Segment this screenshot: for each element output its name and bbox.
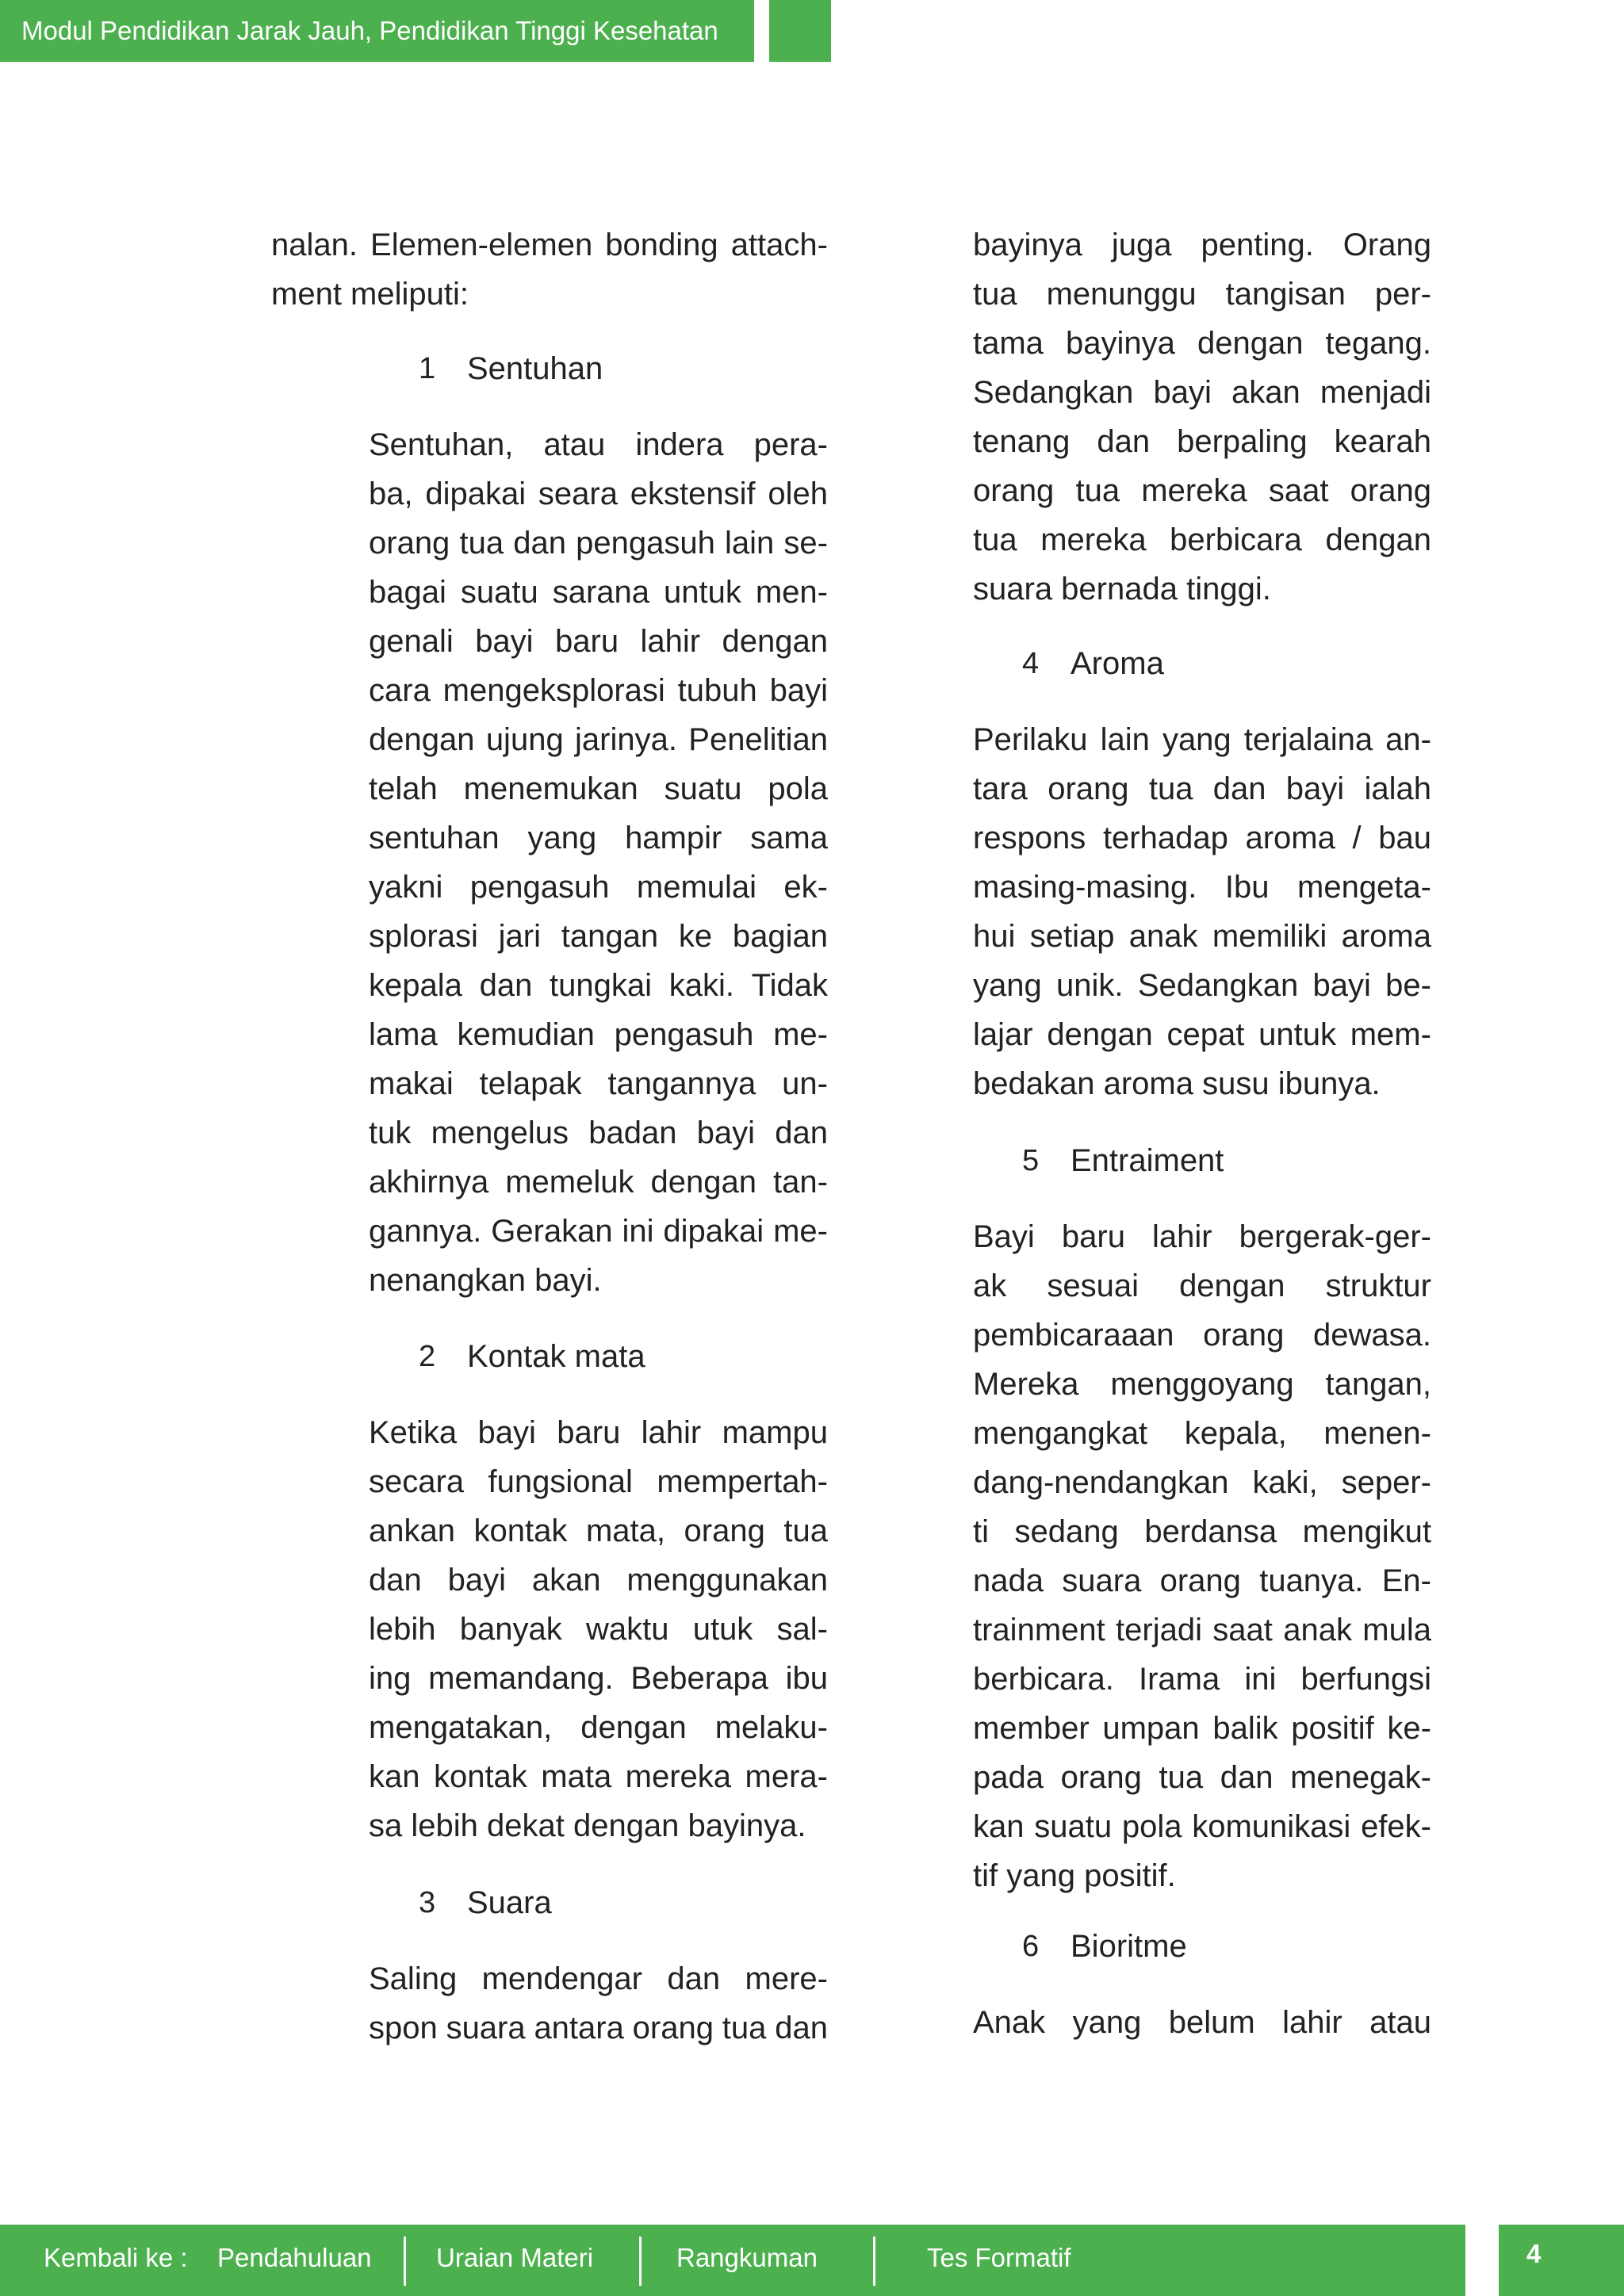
paragraph-line: dengan ujung jarinya. Penelitian — [369, 722, 828, 757]
paragraph-line: makai telapak tangannya un- — [369, 1066, 828, 1101]
paragraph-line: telah menemukan suatu pola — [369, 771, 828, 806]
paragraph-line: Bayi baru lahir bergerak-ger- — [973, 1219, 1431, 1254]
paragraph-line: kepala dan tungkai kaki. Tidak — [369, 968, 828, 1003]
paragraph-line: orang tua mereka saat orang — [973, 473, 1431, 508]
paragraph-line: pada orang tua dan menegak- — [973, 1760, 1431, 1795]
page-number: 4 — [1526, 2239, 1542, 2268]
paragraph-line: Mereka menggoyang tangan, — [973, 1367, 1431, 1402]
paragraph-line: yang unik. Sedangkan bayi be- — [973, 968, 1431, 1003]
nav-link-rangkuman[interactable]: Rangkuman — [676, 2243, 818, 2272]
paragraph-line: nenangkan bayi. — [369, 1263, 602, 1298]
paragraph-line: trainment terjadi saat anak mula — [973, 1613, 1431, 1647]
paragraph-line: bagai suatu sarana untuk men- — [369, 575, 828, 610]
paragraph-line: dan bayi akan menggunakan — [369, 1563, 828, 1598]
paragraph-line: splorasi jari tangan ke bagian — [369, 919, 828, 954]
list-item-heading: Entraiment — [1071, 1143, 1224, 1178]
paragraph-line: tara orang tua dan bayi ialah — [973, 771, 1431, 806]
list-item-number: 6 — [1022, 1930, 1040, 1963]
paragraph-line: ankan kontak mata, orang tua — [369, 1513, 828, 1548]
paragraph-line: Perilaku lain yang terjalaina an- — [973, 722, 1431, 757]
paragraph-line: member umpan balik positif ke- — [973, 1711, 1431, 1746]
paragraph-line: genali bayi baru lahir dengan — [369, 624, 828, 659]
paragraph-line: mengangkat kepala, menen- — [973, 1416, 1431, 1451]
paragraph-line: ing memandang. Beberapa ibu — [369, 1661, 828, 1696]
list-item-heading: Kontak mata — [467, 1339, 645, 1374]
nav-link-tes-formatif[interactable]: Tes Formatif — [927, 2243, 1071, 2272]
paragraph-line: pembicaraaan orang dewasa. — [973, 1318, 1431, 1353]
paragraph-line: bayinya juga penting. Orang — [973, 228, 1431, 262]
paragraph-line: lebih banyak waktu utuk sal- — [369, 1612, 828, 1647]
paragraph-line: kan kontak mata mereka mera- — [369, 1759, 828, 1794]
paragraph-line: akhirnya memeluk dengan tan- — [369, 1165, 828, 1200]
paragraph-line: cara mengeksplorasi tubuh bayi — [369, 673, 828, 708]
paragraph-line: mengatakan, dengan melaku- — [369, 1710, 828, 1745]
paragraph-line: tua menunggu tangisan per- — [973, 277, 1431, 312]
paragraph-line: ba, dipakai seara ekstensif oleh — [369, 476, 828, 511]
paragraph-line: secara fungsional mempertah- — [369, 1464, 828, 1499]
paragraph-line: kan suatu pola komunikasi efek- — [973, 1809, 1431, 1844]
paragraph-line: tama bayinya dengan tegang. — [973, 326, 1431, 361]
list-item-number: 4 — [1022, 647, 1040, 680]
paragraph-line: yakni pengasuh memulai ek- — [369, 870, 828, 905]
list-item-number: 2 — [419, 1340, 436, 1373]
paragraph-line: Saling mendengar dan mere- — [369, 1961, 828, 1996]
paragraph-line: Anak yang belum lahir atau — [973, 2005, 1431, 2040]
paragraph-line: hui setiap anak memiliki aroma — [973, 919, 1431, 954]
list-item-heading: Suara — [467, 1885, 552, 1920]
list-item-heading: Sentuhan — [467, 351, 603, 386]
paragraph-line: masing-masing. Ibu mengeta- — [973, 870, 1431, 905]
paragraph-line: lama kemudian pengasuh me- — [369, 1017, 828, 1052]
footer-back-label: Kembali ke : — [44, 2243, 188, 2272]
paragraph-line: dang-nendangkan kaki, seper- — [973, 1465, 1431, 1500]
paragraph-line: Ketika bayi baru lahir mampu — [369, 1415, 828, 1450]
footer-divider — [873, 2237, 875, 2286]
paragraph-line: nada suara orang tuanya. En- — [973, 1563, 1431, 1598]
list-item-heading: Aroma — [1071, 646, 1164, 681]
paragraph-line: suara bernada tinggi. — [973, 572, 1271, 607]
paragraph-line: ment meliputi: — [271, 277, 469, 312]
paragraph-line: nalan. Elemen-elemen bonding attach- — [271, 228, 828, 262]
nav-link-pendahuluan[interactable]: Pendahuluan — [217, 2243, 372, 2272]
footer-divider — [639, 2237, 642, 2286]
paragraph-line: sa lebih dekat dengan bayinya. — [369, 1808, 806, 1843]
paragraph-line: respons terhadap aroma / bau — [973, 821, 1431, 855]
paragraph-line: tif yang positif. — [973, 1858, 1176, 1893]
paragraph-line: ti sedang berdansa mengikut — [973, 1514, 1431, 1549]
list-item-number: 1 — [419, 352, 436, 385]
page-number-block — [1499, 2225, 1624, 2296]
paragraph-line: tua mereka berbicara dengan — [973, 522, 1431, 557]
list-item-number: 3 — [419, 1886, 436, 1919]
paragraph-line: tuk mengelus badan bayi dan — [369, 1115, 828, 1150]
paragraph-line: Sentuhan, atau indera pera- — [369, 427, 828, 462]
module-title: Modul Pendidikan Jarak Jauh, Pendidikan Tinggi Kesehatan — [21, 16, 718, 45]
paragraph-line: berbicara. Irama ini berfungsi — [973, 1662, 1431, 1697]
list-item-heading: Bioritme — [1071, 1929, 1187, 1964]
paragraph-line: spon suara antara orang tua dan — [369, 2011, 828, 2045]
paragraph-line: orang tua dan pengasuh lain se- — [369, 526, 828, 561]
paragraph-line: Sedangkan bayi akan menjadi — [973, 375, 1431, 410]
paragraph-line: sentuhan yang hampir sama — [369, 821, 828, 855]
paragraph-line: bedakan aroma susu ibunya. — [973, 1066, 1381, 1101]
paragraph-line: lajar dengan cepat untuk mem- — [973, 1017, 1431, 1052]
paragraph-line: tenang dan berpaling kearah — [973, 424, 1431, 459]
footer-divider — [404, 2237, 406, 2286]
list-item-number: 5 — [1022, 1144, 1040, 1177]
nav-link-uraian-materi[interactable]: Uraian Materi — [436, 2243, 594, 2272]
paragraph-line: gannya. Gerakan ini dipakai me- — [369, 1214, 828, 1249]
paragraph-line: ak sesuai dengan struktur — [973, 1269, 1431, 1303]
